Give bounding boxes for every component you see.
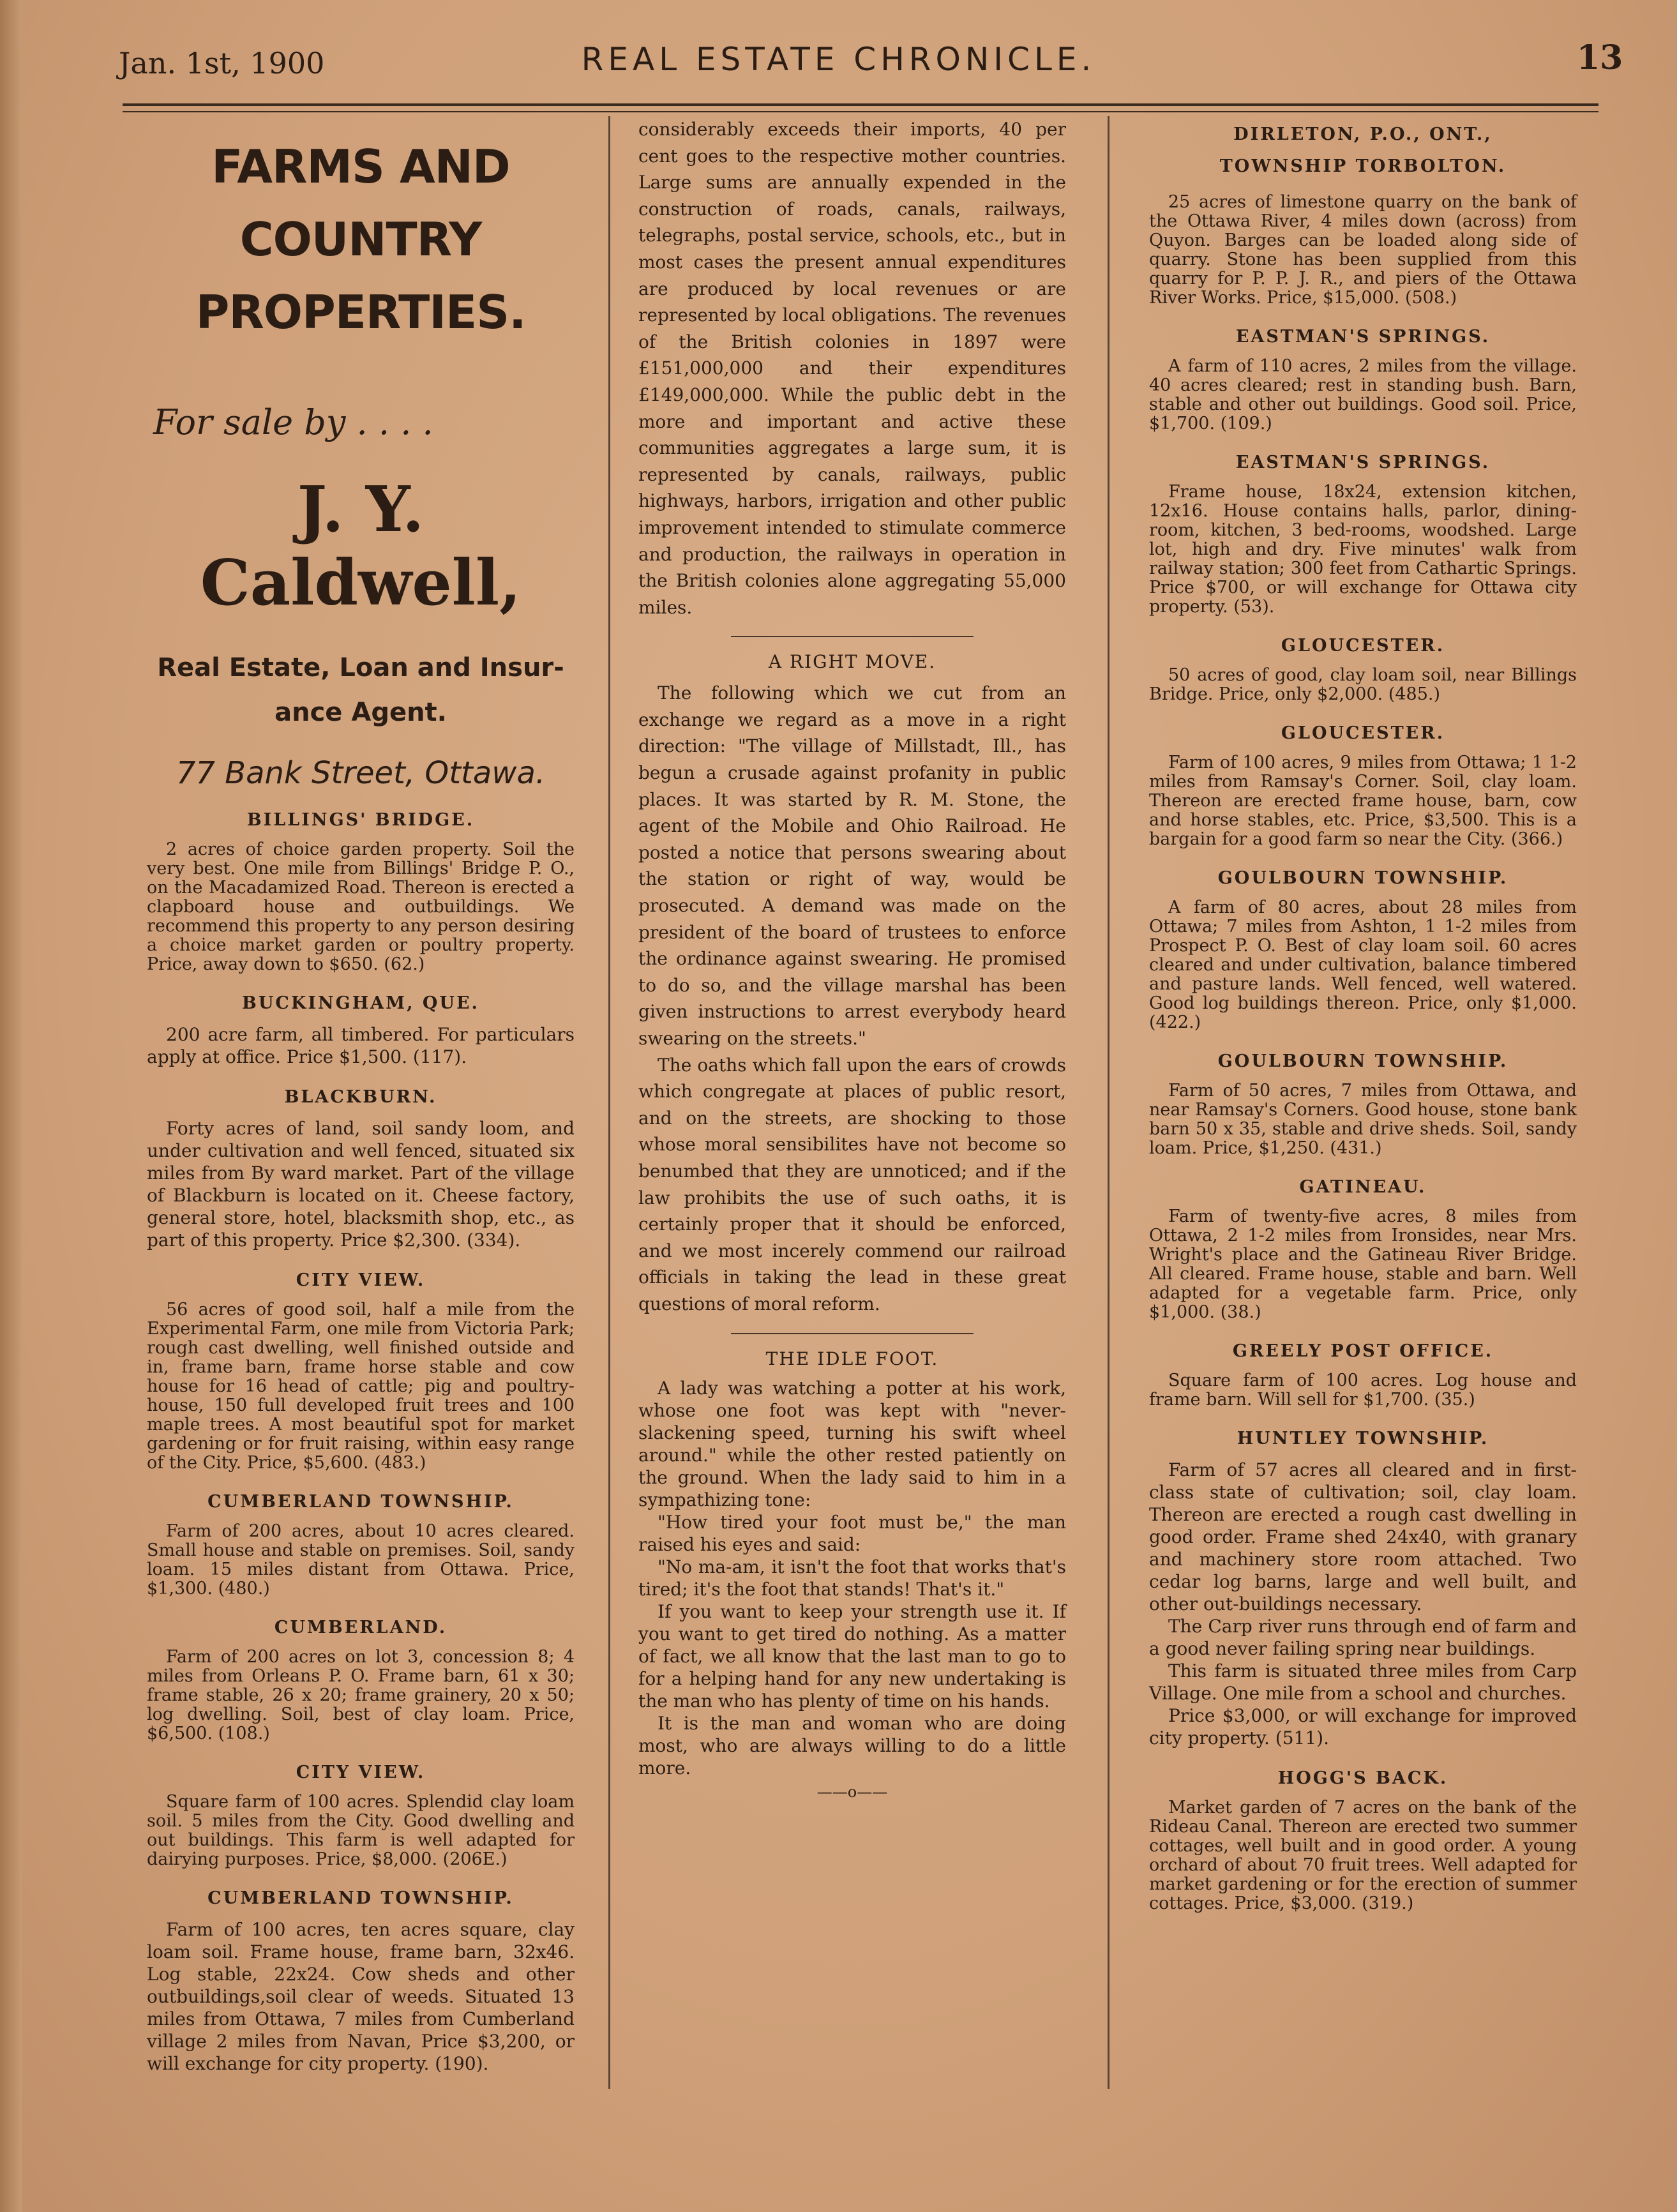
section-separator <box>731 636 974 637</box>
listing-heading: HUNTLEY TOWNSHIP. <box>1237 1429 1489 1448</box>
page-number: 13 <box>1577 38 1623 77</box>
listing-text: 56 acres of good soil, half a mile from the Experimental Farm, one mile from Victoria Park; rough cast dwelling, well finished outside and in, frame barn, frame horse stable and cow house for 16 head of cattle; pig and poultry-house, 150 full developed fruit trees and 100 maple trees. A most beautiful spot for market gardening or for fruit raising, within easy range of the City. Price, $5,600. (483.) <box>147 1300 575 1473</box>
ad-title <box>147 130 575 349</box>
listing-text: Farm of 200 acres, about 10 acres cleared. Small house and stable on premises. Soil, sandy loam. 15 miles distant from Ottawa. Price, $1,300. (480.) <box>147 1521 575 1599</box>
header-rule <box>123 103 1598 106</box>
listing-text: A farm of 110 acres, 2 miles from the village. 40 acres cleared; rest in standing bush. Barn, stable and other out buildings. Good soil. Price, $1,700. (109.) <box>1149 356 1577 433</box>
listing-heading: HOGG'S BACK. <box>1277 1768 1448 1788</box>
listing-text: The Carp river runs through end of farm and a good never failing spring near buildings. <box>1149 1616 1577 1659</box>
listing <box>147 1270 575 1473</box>
listing <box>147 1888 575 2075</box>
masthead-title: REAL ESTATE CHRONICLE. <box>581 41 1096 78</box>
listing-text: Farm of 100 acres, ten acres square, clay loam soil. Frame house, frame barn, 32x46. Log stable, 22x24. Cow sheds and other outbuildings,soil clear of weeds. Situated 13 miles from Ottawa, 7 miles from Cumberland village 2 miles from Navan, Price $3,200, or will exchange for city property. (190). <box>147 1919 575 2074</box>
ad-agent-role <box>147 645 575 735</box>
listing <box>1149 1768 1577 1913</box>
listing-heading: BLACKBURN. <box>284 1087 437 1107</box>
header-rule-thin <box>123 111 1598 112</box>
listing-text: 50 acres of good, clay loam soil, near Billings Bridge. Price, only $2,000. (485.) <box>1149 665 1577 704</box>
listing-text: Farm of 200 acres on lot 3, concession 8; 4 miles from Orleans P. O. Frame barn, 61 x 30; frame stable, 26 x 20; frame grainery, 20 x 50; log dwelling. Soil, best of clay loam. Price, $6,500. (108.) <box>147 1647 575 1743</box>
listing <box>147 1763 575 1869</box>
article-continuation: considerably exceeds their imports, 40 per cent goes to the respective mother countries. Large sums are annually expended in the construction of roads, canals, railways, telegraphs, postal service, schools, etc., but in most cases the present annual expenditures are produced by local revenues or are represented by local obligations. The revenues of the British colonies in 1897 were £151,000,000 and their expenditures £149,000,000. While the public debt in the more and important and active these communities aggregates a large sum, it is represented by canals, railways, public highways, harbors, irrigation and other public improvement intended to stimulate commerce and production, the railways in operation in the British colonies alone aggregating 55,000 miles. <box>638 119 1066 618</box>
ad-role-line: ance Agent. <box>274 698 447 727</box>
torn-page-edge <box>0 0 22 2212</box>
listing-text: Square farm of 100 acres. Log house and frame barn. Will sell for $1,700. (35.) <box>1149 1371 1577 1410</box>
column-left <box>147 116 575 2075</box>
listing-text: Farm of 100 acres, 9 miles from Ottawa; 1 1-2 miles from Ramsay's Corner. Soil, clay loam. Thereon are erected frame house, barn, cow and horse stables, etc. Price, $3,500. This is a bargain for a good farm so near the City. (366.) <box>1149 753 1577 849</box>
listing-heading: CITY VIEW. <box>296 1270 426 1290</box>
listing-text: Farm of 57 acres all cleared and in first-class state of cultivation; soil, clay loam. Thereon are erected a rough cast dwelling in good order. Frame shed 24x40, with granary and machinery store room attached. Two cedar log barns, large and well built, and other out-buildings necessary. <box>1149 1459 1577 1614</box>
listing-heading: GOULBOURN TOWNSHIP. <box>1217 868 1508 888</box>
listing-heading: GLOUCESTER. <box>1281 723 1445 743</box>
listing <box>147 810 575 974</box>
listing <box>1149 868 1577 1032</box>
advertisement <box>147 130 575 791</box>
listing-heading: CITY VIEW. <box>296 1763 426 1782</box>
column-divider <box>608 116 610 2089</box>
listing-heading: CUMBERLAND. <box>274 1618 447 1637</box>
listing-text: 200 acre farm, all timbered. For particulars apply at office. Price $1,500. (117). <box>147 1024 575 1067</box>
column-right <box>1149 116 1577 1913</box>
listing-text: 25 acres of limestone quarry on the bank of the Ottawa River, 4 miles down (across) from Quyon. Barges can be loaded along side of quarry. Stone has been supplied from this quarry for P. P. J. R., and piers of the Ottawa River Works. Price, $15,000. (508.) <box>1149 192 1577 308</box>
listing <box>147 1492 575 1599</box>
ad-agent-name: J. Y. Caldwell, <box>200 473 522 620</box>
column-divider <box>1108 116 1109 2089</box>
ad-title-line: PROPERTIES. <box>195 285 526 339</box>
article-title: THE IDLE FOOT. <box>765 1348 939 1369</box>
issue-date: Jan. 1st, 1900 <box>119 46 325 80</box>
listing <box>1149 327 1577 433</box>
listing-text: Farm of twenty-five acres, 8 miles from Ottawa, 2 1-2 miles from Ironsides, near Mrs. Wright's place and the Gatineau River Bridge. All cleared. Frame house, stable and barn. Well adapted for a vegetable farm. Price, only $1,000. (38.) <box>1149 1207 1577 1322</box>
listing-text: This farm is situated three miles from Carp Village. One mile from a school and churches. <box>1149 1660 1577 1704</box>
section-separator <box>731 1333 974 1334</box>
listing-text: Frame house, 18x24, extension kitchen, 12x16. House contains halls, parlor, dining-room, kitchen, 3 bed-rooms, woodshed. Large lot, high and dry. Five minutes' walk from railway station; 300 feet from Cathartic Springs. Price $700, or will exchange for Ottawa city property. (53). <box>1149 482 1577 617</box>
listing-heading: CUMBERLAND TOWNSHIP. <box>207 1492 514 1512</box>
listing-text: 2 acres of choice garden property. Soil the very best. One mile from Billings' Bridge P. O., on the Macadamized Road. Thereon is erected a clapboard house and outbuildings. We recommend this property to any person desiring a choice market garden or poultry property. Price, away down to $650. (62.) <box>147 839 575 974</box>
article-paragraph: The oaths which fall upon the ears of crowds which congregate at places of public resort, and on the streets, are shocking to those whose moral sensibilites have not become so benumbed that they are unnoticed; and if the law prohibits the use of such oaths, it is certainly proper that it should be enforced, and we most incerely commend our railroad officials in taking the lead in these great questions of moral reform. <box>638 1054 1066 1314</box>
ad-address: 77 Bank Street, Ottawa. <box>176 755 546 791</box>
ad-for-sale: For sale by . . . . <box>153 402 433 442</box>
article-paragraph: "No ma-am, it isn't the foot that works that's tired; it's the foot that stands! That's it." <box>638 1556 1066 1600</box>
listing-heading: GATINEAU. <box>1299 1177 1427 1197</box>
listing <box>147 1087 575 1251</box>
listing-heading: GOULBOURN TOWNSHIP. <box>1217 1051 1508 1071</box>
article-title: A RIGHT MOVE. <box>768 651 936 673</box>
listing-heading: GREELY POST OFFICE. <box>1232 1341 1494 1361</box>
ad-title-line: FARMS AND COUNTRY <box>211 140 510 266</box>
end-mark: ——o—— <box>816 1782 888 1801</box>
listing-text: Square farm of 100 acres. Splendid clay loam soil. 5 miles from the City. Good dwelling and out buildings. This farm is well adapted for dairying purposes. Price, $8,000. (206E.) <box>147 1792 575 1869</box>
listing-heading: CUMBERLAND TOWNSHIP. <box>207 1888 514 1908</box>
listing-text: Market garden of 7 acres on the bank of the Rideau Canal. Thereon are erected two summer cottages, well built and in good order. A young orchard of about 70 fruit trees. Well adapted for market gardening or for the erection of summer cottages. Price, $3,000. (319.) <box>1149 1798 1577 1913</box>
listing-heading: GLOUCESTER. <box>1281 636 1445 656</box>
listing-heading: EASTMAN'S SPRINGS. <box>1235 327 1491 347</box>
listing <box>1149 723 1577 849</box>
listing-heading: BUCKINGHAM, QUE. <box>242 993 479 1013</box>
listing-heading: DIRLETON, P.O., ONT., TOWNSHIP TORBOLTON. <box>1219 124 1507 176</box>
listing <box>1149 453 1577 617</box>
ad-role-line: Real Estate, Loan and Insur- <box>157 653 564 682</box>
listing <box>147 993 575 1068</box>
article-paragraph: "How tired your foot must be," the man raised his eyes and said: <box>638 1511 1066 1555</box>
article-paragraph: It is the man and woman who are doing most, who are always willing to do a little more. <box>638 1712 1066 1779</box>
listing <box>147 1618 575 1743</box>
column-middle <box>638 116 1066 1801</box>
listing <box>1149 636 1577 704</box>
article-paragraph: If you want to keep your strength use it. If you want to get tired do nothing. As a matter of fact, we all know that the last man to go to for a helping hand for any new undertaking is the man who has plenty of time on his hands. <box>638 1600 1066 1712</box>
listing-text: Price $3,000, or will exchange for improved city property. (511). <box>1149 1705 1577 1749</box>
listing-text: Farm of 50 acres, 7 miles from Ottawa, and near Ramsay's Corners. Good house, stone bank barn 50 x 35, stable and drive sheds. Soil, sandy loam. Price, $1,250. (431.) <box>1149 1081 1577 1158</box>
listing <box>1149 1051 1577 1158</box>
article-paragraph: A lady was watching a potter at his work, whose one foot was kept with "never-slackening speed, turning his swift wheel around." while the other rested patiently on the ground. When the lady said to him in a sympathizing tone: <box>638 1377 1066 1510</box>
listing <box>1149 1429 1577 1749</box>
listing-text: Forty acres of land, soil sandy loom, and under cultivation and well fenced, situated six miles from By ward market. Part of the village of Blackburn is located on it. Cheese factory, general store, hotel, blacksmith shop, etc., as part of this property. Price $2,300. (334). <box>147 1118 575 1251</box>
listing-text: A farm of 80 acres, about 28 miles from Ottawa; 7 miles from Ashton, 1 1-2 miles from Prospect P. O. Best of clay loam soil. 60 acres cleared and under cultivation, balance timbered and pasture lands. Well fenced, well watered. Good log buildings thereon. Price, only $1,000. (422.) <box>1149 898 1577 1032</box>
listing-heading: EASTMAN'S SPRINGS. <box>1235 453 1491 472</box>
listing-heading: BILLINGS' BRIDGE. <box>246 810 475 830</box>
listing <box>1149 1341 1577 1410</box>
listing <box>1149 1177 1577 1322</box>
article-paragraph: The following which we cut from an exchange we regard as a move in a right direction: "The village of Millstadt, Ill., has begun a crusade against profanity in public places. It was started by R. M. Stone, the agent of the Mobile and Ohio Railroad. He posted a notice that persons swearing about the station or right of way, would be prosecuted. A demand was made on the president of the board of trustees to enforce the ordinance against swearing. He promised to do so, and the village marshal has been given instructions to arrest everybody heard swearing on the streets." <box>638 682 1066 1049</box>
listing <box>1149 119 1577 308</box>
